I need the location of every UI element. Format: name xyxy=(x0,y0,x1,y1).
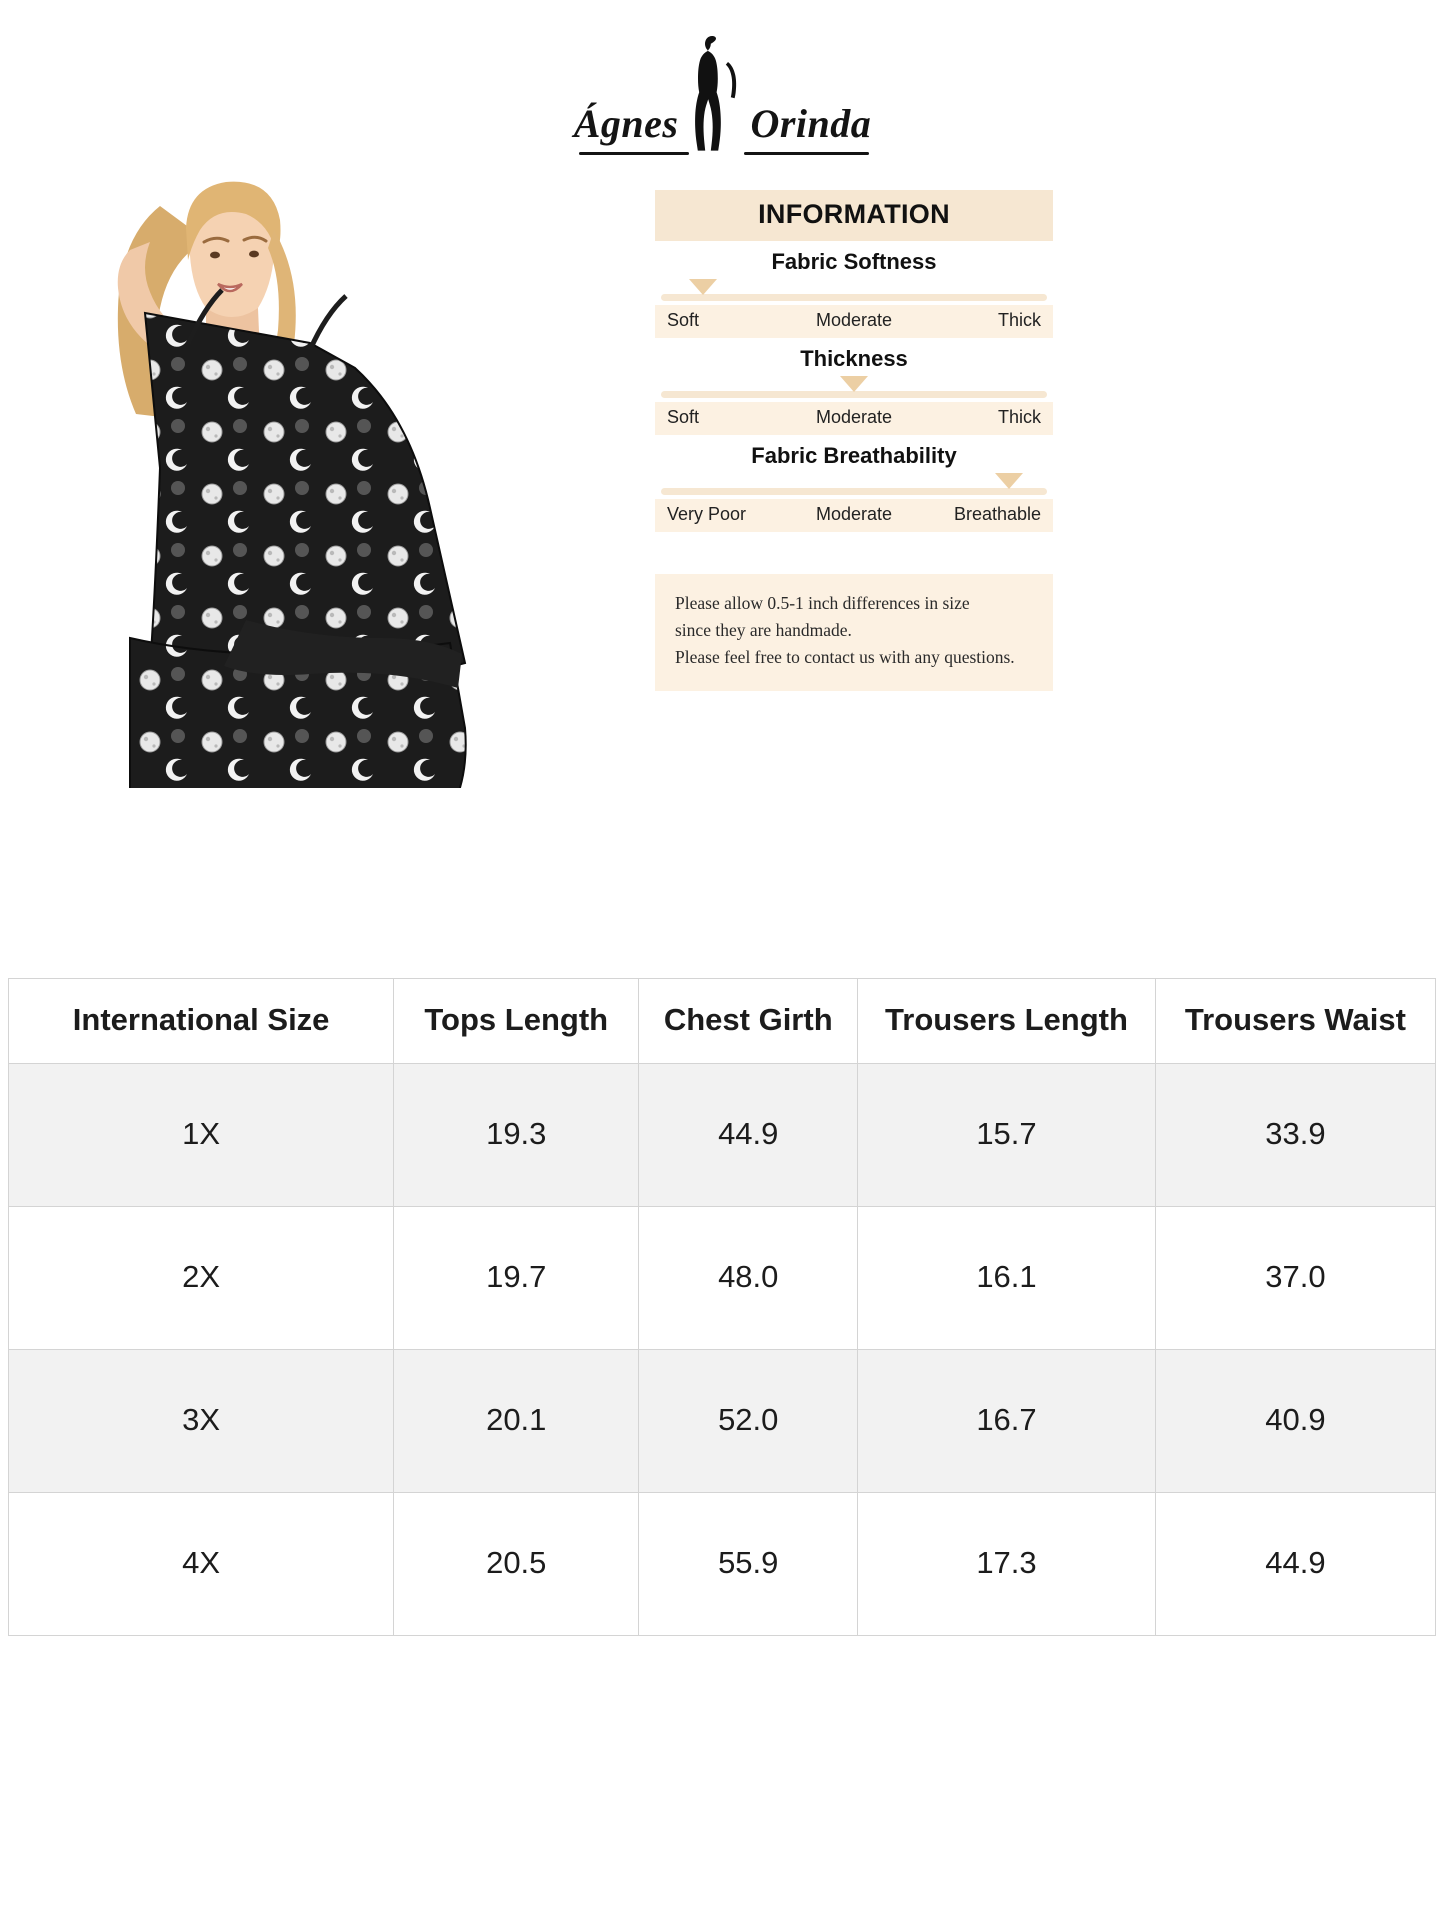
woman-silhouette-icon xyxy=(682,32,746,157)
cell-tops-length: 19.3 xyxy=(394,1063,639,1206)
meter-scale-low: Soft xyxy=(667,310,700,330)
table-row xyxy=(9,1063,1436,1206)
cell-trousers-waist: 37.0 xyxy=(1155,1206,1435,1349)
table-header-row xyxy=(9,979,1436,1064)
meter-track-thickness xyxy=(655,376,1053,402)
note-line-1: Please allow 0.5-1 inch differences in size xyxy=(675,593,970,613)
information-panel xyxy=(655,190,1053,691)
meter-track-fabric-breathability xyxy=(655,473,1053,499)
meter-thickness xyxy=(655,346,1053,435)
meter-marker-fabric-softness xyxy=(689,279,717,295)
cell-trousers-waist: 44.9 xyxy=(1155,1492,1435,1635)
cell-chest-girth: 52.0 xyxy=(639,1349,858,1492)
brand-name-left: Ágnes xyxy=(573,101,679,146)
meter-bar xyxy=(661,391,1047,398)
brand-underline-left xyxy=(579,152,689,155)
meter-scale-high: Thick xyxy=(998,310,1042,330)
meter-bar xyxy=(661,488,1047,495)
table-row xyxy=(9,1492,1436,1635)
meter-scale-thickness xyxy=(655,402,1053,435)
cell-trousers-waist: 33.9 xyxy=(1155,1063,1435,1206)
brand-name-right-wrap xyxy=(750,100,871,157)
cell-size: 1X xyxy=(9,1063,394,1206)
note-line-2: since they are handmade. xyxy=(675,620,852,641)
cell-chest-girth: 48.0 xyxy=(639,1206,858,1349)
meter-scale-low: Very Poor xyxy=(667,504,747,524)
meter-scale-high: Breathable xyxy=(953,504,1042,524)
meter-marker-fabric-breathability xyxy=(995,473,1023,489)
meter-scale-mid: Moderate xyxy=(815,310,893,330)
column-header-chest-girth: Chest Girth xyxy=(639,979,858,1064)
brand-name-right: Orinda xyxy=(750,101,872,146)
meter-scale-fabric-breathability xyxy=(655,499,1053,532)
meter-marker-thickness xyxy=(840,376,868,392)
meter-label-fabric-softness: Fabric Softness xyxy=(771,249,937,274)
meter-fabric-softness xyxy=(655,249,1053,338)
size-chart-table xyxy=(8,978,1436,1636)
meter-scale-fabric-softness xyxy=(655,305,1053,338)
table-row xyxy=(9,1206,1436,1349)
brand-logo-inner xyxy=(574,27,872,157)
cell-tops-length: 20.1 xyxy=(394,1349,639,1492)
column-header-international-size: International Size xyxy=(9,979,394,1064)
cell-trousers-length: 15.7 xyxy=(858,1063,1156,1206)
brand-logo xyxy=(0,22,1445,162)
cell-chest-girth: 55.9 xyxy=(639,1492,858,1635)
note-line-3: Please feel free to contact us with any questions. xyxy=(675,647,1015,668)
model-product-photo xyxy=(10,168,630,788)
meter-track-fabric-softness xyxy=(655,279,1053,305)
information-title: INFORMATION xyxy=(655,190,1053,241)
meter-scale-high: Thick xyxy=(998,407,1042,427)
cell-trousers-length: 17.3 xyxy=(858,1492,1156,1635)
meter-label-fabric-breathability: Fabric Breathability xyxy=(751,443,957,468)
cell-tops-length: 20.5 xyxy=(394,1492,639,1635)
column-header-trousers-waist: Trousers Waist xyxy=(1155,979,1435,1064)
table-row xyxy=(9,1349,1436,1492)
cell-trousers-length: 16.1 xyxy=(858,1206,1156,1349)
meter-scale-mid: Moderate xyxy=(815,407,893,427)
meter-fabric-breathability xyxy=(655,443,1053,532)
column-header-trousers-length: Trousers Length xyxy=(858,979,1156,1064)
cell-size: 4X xyxy=(9,1492,394,1635)
meter-label-thickness: Thickness xyxy=(800,346,908,371)
cell-size: 2X xyxy=(9,1206,394,1349)
meter-bar xyxy=(661,294,1047,301)
meter-scale-low: Soft xyxy=(667,407,700,427)
size-disclaimer-note xyxy=(655,574,1053,691)
meter-scale-mid: Moderate xyxy=(815,504,893,524)
size-chart-table-wrap xyxy=(8,978,1436,1636)
cell-tops-length: 19.7 xyxy=(394,1206,639,1349)
cell-trousers-length: 16.7 xyxy=(858,1349,1156,1492)
column-header-tops-length: Tops Length xyxy=(394,979,639,1064)
brand-underline-right xyxy=(744,152,869,155)
cell-size: 3X xyxy=(9,1349,394,1492)
cell-chest-girth: 44.9 xyxy=(639,1063,858,1206)
brand-name-left-wrap xyxy=(574,100,679,157)
cell-trousers-waist: 40.9 xyxy=(1155,1349,1435,1492)
